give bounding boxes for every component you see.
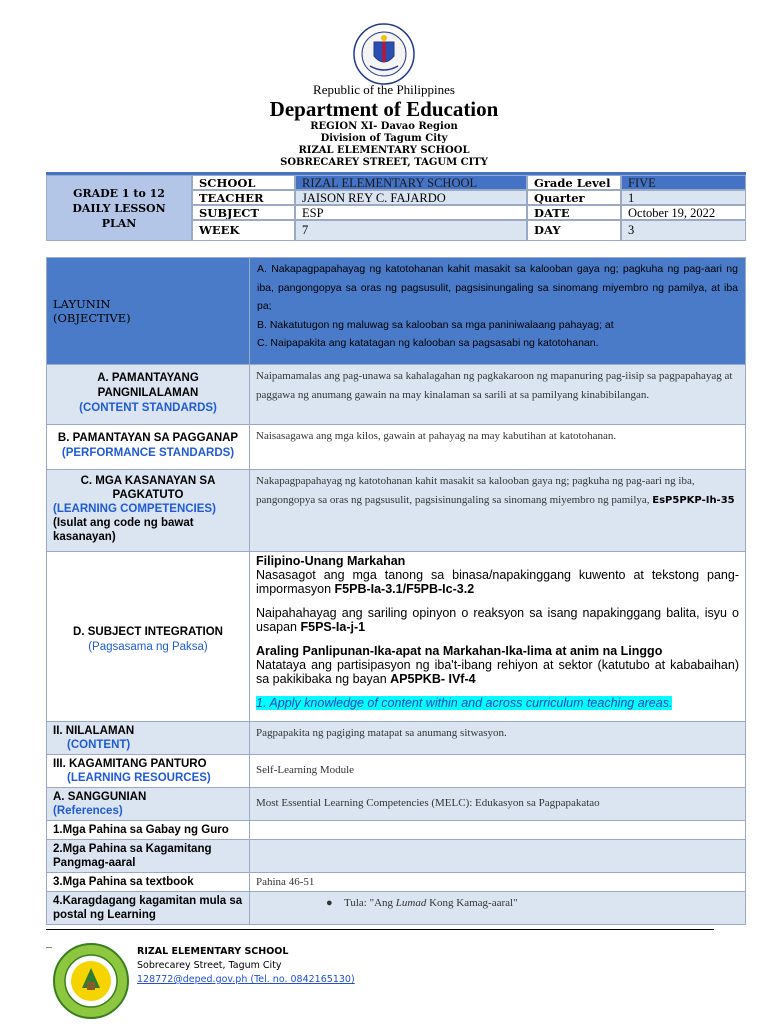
- subject-integration-row: [47, 552, 746, 722]
- content-label: II. NILALAMAN (CONTENT): [47, 722, 250, 755]
- lesson-plan-table: [46, 257, 746, 925]
- subject-label: SUBJECT: [192, 205, 295, 220]
- lesson-plan-label: GRADE 1 to 12 DAILY LESSON PLAN: [46, 175, 192, 241]
- subject-value: ESP: [295, 205, 527, 220]
- quarter-label: Quarter: [527, 190, 621, 205]
- day-value: 3: [621, 220, 746, 241]
- school-line: RIZAL ELEMENTARY SCHOOL: [298, 145, 470, 156]
- objective-a: A. Nakapagpapahayag ng katotohanan kahit masakit sa kalooban gaya ng; pagkuha ng pag-aari ng iba, pangongopya sa oras ng pagsusulit, pagsisinungaling sa sinomang miyembro ng pamilya, at iba pa;: [257, 263, 738, 312]
- date-label: DATE: [527, 205, 621, 220]
- footer-contact-link[interactable]: 128772@deped.gov.ph (Tel. no. 0842165130): [137, 974, 355, 985]
- day-label: DAY: [527, 220, 621, 241]
- date-value: October 19, 2022: [621, 205, 746, 220]
- street-line: SOBRECAREY STREET, TAGUM CITY: [280, 157, 488, 168]
- school-label: SCHOOL: [192, 175, 295, 190]
- guide-pages-label: 1.Mga Pahina sa Gabay ng Guro: [47, 821, 250, 840]
- performance-standards-label: B. PAMANTAYAN SA PAGGANAP (PERFORMANCE STANDARDS): [47, 425, 250, 470]
- content-row: [47, 722, 746, 755]
- references-row: [47, 788, 746, 821]
- learner-pages-row: [47, 840, 746, 873]
- learning-competencies-label: C. MGA KASANAYAN SA PAGKATUTO (LEARNING COMPETENCIES) (Isulat ang code ng bawat kasanayan): [47, 470, 250, 552]
- quarter-value: 1: [621, 190, 746, 205]
- grade-level-value: FIVE: [621, 175, 746, 190]
- performance-standards-row: [47, 425, 746, 470]
- school-value: RIZAL ELEMENTARY SCHOOL: [295, 175, 527, 190]
- footer-divider: [46, 929, 714, 930]
- deped-seal-logo: [348, 22, 420, 86]
- filipino-competency-1: Nasasagot ang mga tanong sa binasa/napakinggang kuwento at tekstong pang-impormasyon F5PB-Ia-3.1/F5PB-Ic-3.2: [256, 568, 739, 596]
- additional-materials-label: 4.Karagdagang kagamitan mula sa postal ng Learning: [47, 892, 250, 925]
- footer-school-name: RIZAL ELEMENTARY SCHOOL: [137, 946, 289, 957]
- week-label: WEEK: [192, 220, 295, 241]
- filipino-heading: Filipino-Unang Markahan: [256, 554, 406, 568]
- guide-pages-row: [47, 821, 746, 840]
- objective-c: C. Naipapakita ang katatagan ng kalooban sa pagsasabi ng katotohanan.: [257, 337, 599, 349]
- week-value: 7: [295, 220, 527, 241]
- resources-row: [47, 755, 746, 788]
- performance-standards-text: Naisasagawa ang mga kilos, gawain at pahayag na may kabutihan at katotohanan.: [250, 425, 746, 470]
- footer-address: Sobrecarey Street, Tagum City: [137, 960, 282, 971]
- region-line: REGION XI- Davao Region: [310, 121, 458, 132]
- teacher-value: JAISON REY C. FAJARDO: [295, 190, 527, 205]
- subject-integration-label: D. SUBJECT INTEGRATION (Pagsasama ng Paksa): [47, 552, 250, 722]
- school-seal-logo: [52, 942, 130, 1020]
- objective-row: [47, 258, 746, 365]
- references-text: Most Essential Learning Competencies (MELC): Edukasyon sa Pagpapakatao: [250, 788, 746, 821]
- guide-pages-text: [250, 821, 746, 840]
- content-standards-row: [47, 365, 746, 425]
- republic-line: Republic of the Philippines: [313, 82, 455, 97]
- resources-label: III. KAGAMITANG PANTURO (LEARNING RESOURCES): [47, 755, 250, 788]
- learner-pages-text: [250, 840, 746, 873]
- content-standards-text: Naipamamalas ang pag-unawa sa kahalagahan ng pagkakaroon ng mapanuring pag-iisip sa pagpapahayag at paggawa ng anumang gawain na may kinalaman sa sarili at sa pamilyang kinabibilangan.: [250, 365, 746, 425]
- footer-dash: _: [46, 934, 52, 948]
- textbook-pages-text: Pahina 46-51: [250, 873, 746, 892]
- learning-competencies-row: [47, 470, 746, 552]
- references-label: A. SANGGUNIAN (References): [47, 788, 250, 821]
- ap-competency: Natataya ang partisipasyon ng iba't-ibang rehiyon at sektor (katutubo at kababaihan) sa pakikibaka ng bayan AP5PKB- IVf-4: [256, 658, 739, 686]
- grade-level-label: Grade Level: [527, 175, 621, 190]
- subject-integration-text: [250, 552, 746, 722]
- content-text: Pagpapakita ng pagiging matapat sa anumang sitwasyon.: [250, 722, 746, 755]
- additional-materials-text: ● Tula: "Ang Lumad Kong Kamag-aaral": [250, 892, 746, 925]
- resources-text: Self-Learning Module: [250, 755, 746, 788]
- content-standards-label: A. PAMANTAYANG PANGNILALAMAN (CONTENT STANDARDS): [47, 365, 250, 425]
- filipino-competency-2: Naipahahayag ang sariling opinyon o reaksyon sa isang napakinggang balita, isyu o usapan F5PS-Ia-j-1: [256, 606, 739, 634]
- objective-text: [250, 258, 746, 365]
- ap-heading: Araling Panlipunan-Ika-apat na Markahan-Ika-lima at anim na Linggo: [256, 644, 663, 658]
- division-line: Division of Tagum City: [320, 133, 448, 144]
- objective-b: B. Nakatutugon ng maluwag sa kalooban sa mga paniniwalaang pahayag; at: [257, 318, 614, 331]
- curriculum-highlight: 1. Apply knowledge of content within and across curriculum teaching areas.: [256, 696, 673, 710]
- department-title: Department of Education: [269, 97, 499, 121]
- competency-code: EsP5PKP-Ih-35: [652, 495, 735, 506]
- textbook-pages-row: [47, 873, 746, 892]
- textbook-pages-label: 3.Mga Pahina sa textbook: [47, 873, 250, 892]
- teacher-label: TEACHER: [192, 190, 295, 205]
- bullet-icon: ●: [326, 897, 333, 909]
- objective-label: LAYUNIN (OBJECTIVE): [47, 258, 250, 365]
- additional-materials-row: [47, 892, 746, 925]
- learner-pages-label: 2.Mga Pahina sa Kagamitang Pangmag-aaral: [47, 840, 250, 873]
- learning-competencies-text: Nakapagpapahayag ng katotohanan kahit masakit sa kalooban gaya ng; pagkuha ng pag-aari ng iba, pangongopya sa oras ng pagsusulit, pagsisinungaling sa sinomang miyembro ng pamilya, EsP5PKP-Ih-35: [250, 470, 746, 552]
